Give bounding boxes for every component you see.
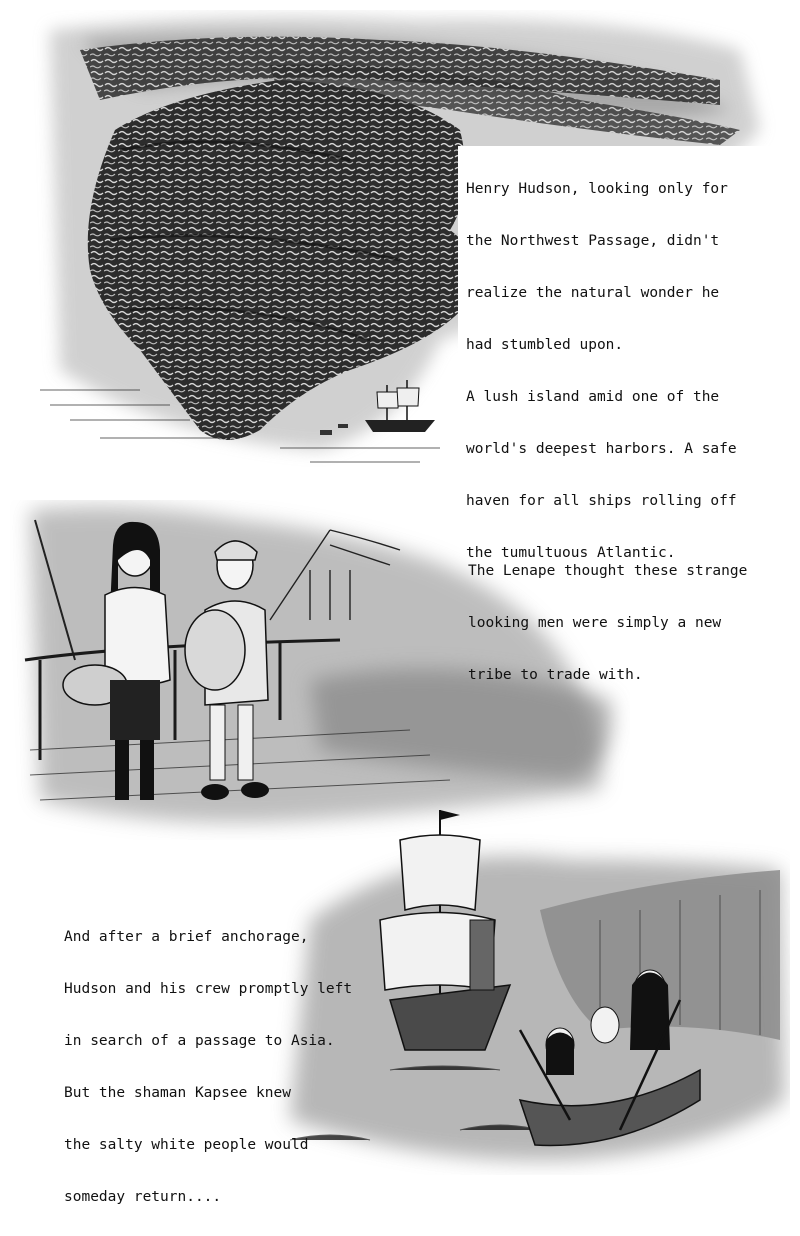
caption-line: haven for all ships rolling off [466,493,737,509]
caption-line: had stumbled upon. [466,337,624,353]
caption-line: world's deepest harbors. A safe [466,441,737,457]
caption-line: the tumultuous Atlantic. [466,545,676,561]
caption-line: someday return.... [64,1189,222,1205]
caption-line: tribe to trade with. [468,667,643,683]
caption-line: the Northwest Passage, didn't [466,233,720,249]
caption-lenape-trade [468,532,788,714]
caption-departure [64,898,384,1080]
caption-line: realize the natural wonder he [466,285,720,301]
caption-line: Henry Hudson, looking only for [466,181,728,197]
caption-line: But the shaman Kapsee knew [64,1085,291,1101]
caption-kapsee [64,1054,364,1236]
caption-line: A lush island amid one of the [466,389,720,405]
caption-line: the salty white people would [64,1137,309,1153]
caption-line: The Lenape thought these strange [468,563,748,579]
caption-line: in search of a passage to Asia. [64,1033,335,1049]
ship-icon [380,810,510,1050]
caption-line: Hudson and his crew promptly left [64,981,353,997]
caption-line: And after a brief anchorage, [64,929,309,945]
caption-line: looking men were simply a new [468,615,722,631]
